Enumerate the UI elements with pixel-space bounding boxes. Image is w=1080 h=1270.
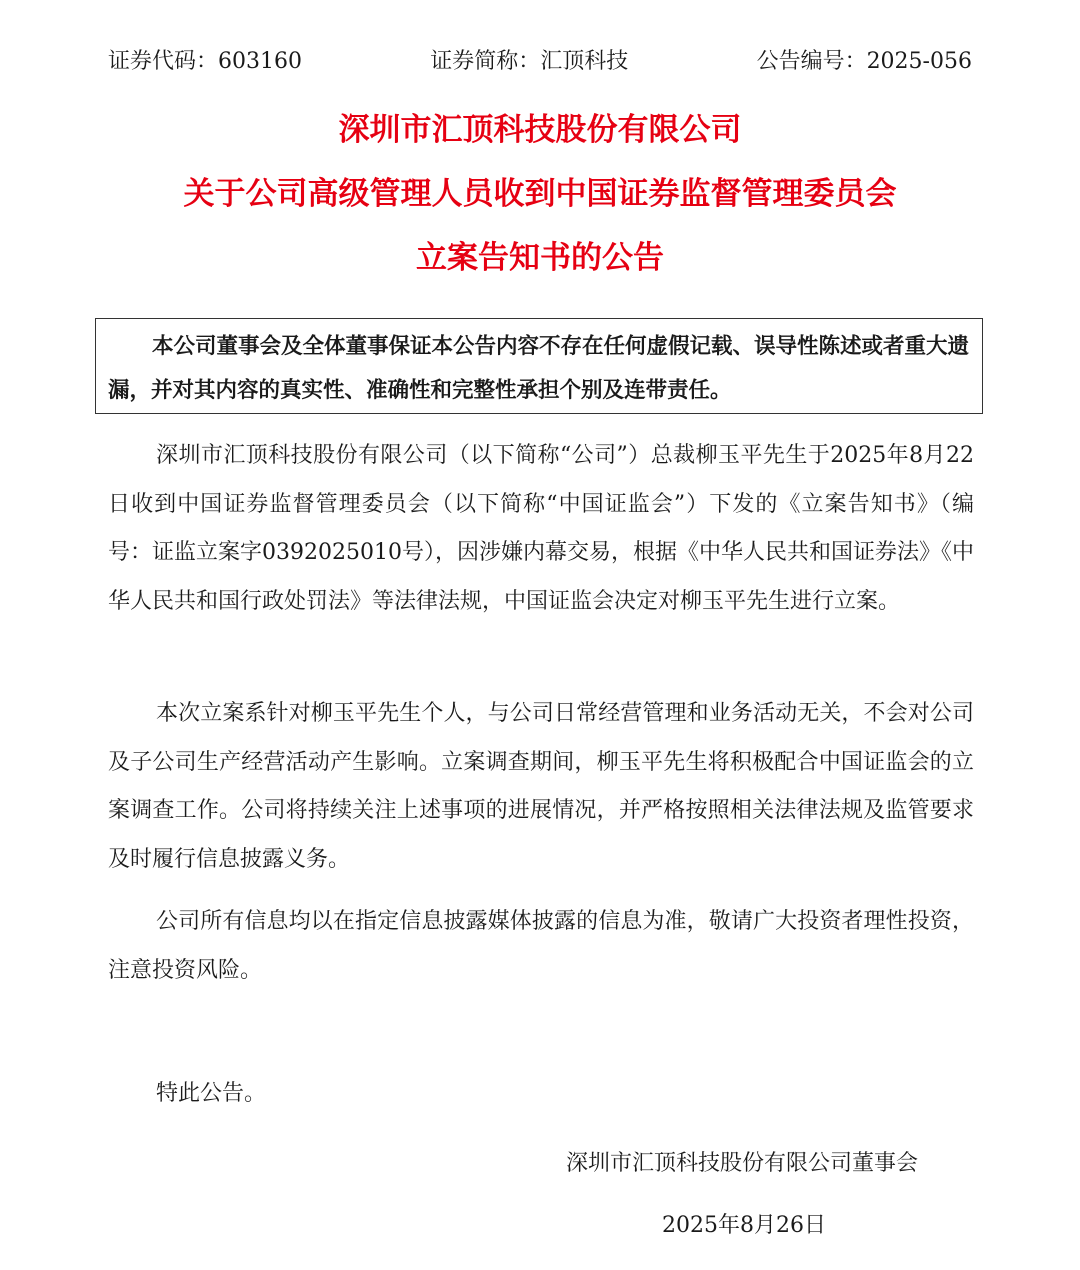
signature: 深圳市汇顶科技股份有限公司董事会 xyxy=(566,1151,919,1176)
announcement-number: 公告编号：2025-056 xyxy=(756,49,972,74)
date: 2025年8月26日 xyxy=(662,1213,826,1238)
paragraph-2: 本次立案系针对柳玉平先生个人，与公司日常经营管理和业务活动无关，不会对公司及子公司生产经营活动产生影响。立案调查期间，柳玉平先生将积极配合中国证监会的立案调查工作。公司将持续关注上述事项的进展情况，并严格按照相关法律法规及监管要求及时履行信息披露义务。 xyxy=(108,701,974,872)
stock-name: 证券简称：汇顶科技 xyxy=(430,49,629,74)
title-subject: 关于公司高级管理人员收到中国证券监督管理委员会 xyxy=(183,176,897,212)
paragraph-3: 公司所有信息均以在指定信息披露媒体披露的信息为准，敬请广大投资者理性投资，注意投资风险。 xyxy=(108,909,974,983)
stock-code: 证券代码：603160 xyxy=(108,49,302,74)
title-company: 深圳市汇顶科技股份有限公司 xyxy=(338,112,742,148)
document-header xyxy=(108,44,972,80)
closing-statement: 特此公告。 xyxy=(156,1081,267,1106)
disclaimer-box: 本公司董事会及全体董事保证本公告内容不存在任何虚假记载、误导性陈述或者重大遗漏，并对其内容的真实性、准确性和完整性承担个别及连带责任。 xyxy=(95,318,983,414)
title-subject-cont: 立案告知书的公告 xyxy=(416,240,664,276)
paragraph-1: 深圳市汇顶科技股份有限公司（以下简称“公司”）总裁柳玉平先生于2025年8月22日收到中国证券监督管理委员会（以下简称“中国证监会”）下发的《立案告知书》（编号：证监立案字0392025010号），因涉嫌内幕交易，根据《中华人民共和国证券法》《中华人民共和国行政处罚法》等法律法规，中国证监会决定对柳玉平先生进行立案。 xyxy=(108,443,974,614)
